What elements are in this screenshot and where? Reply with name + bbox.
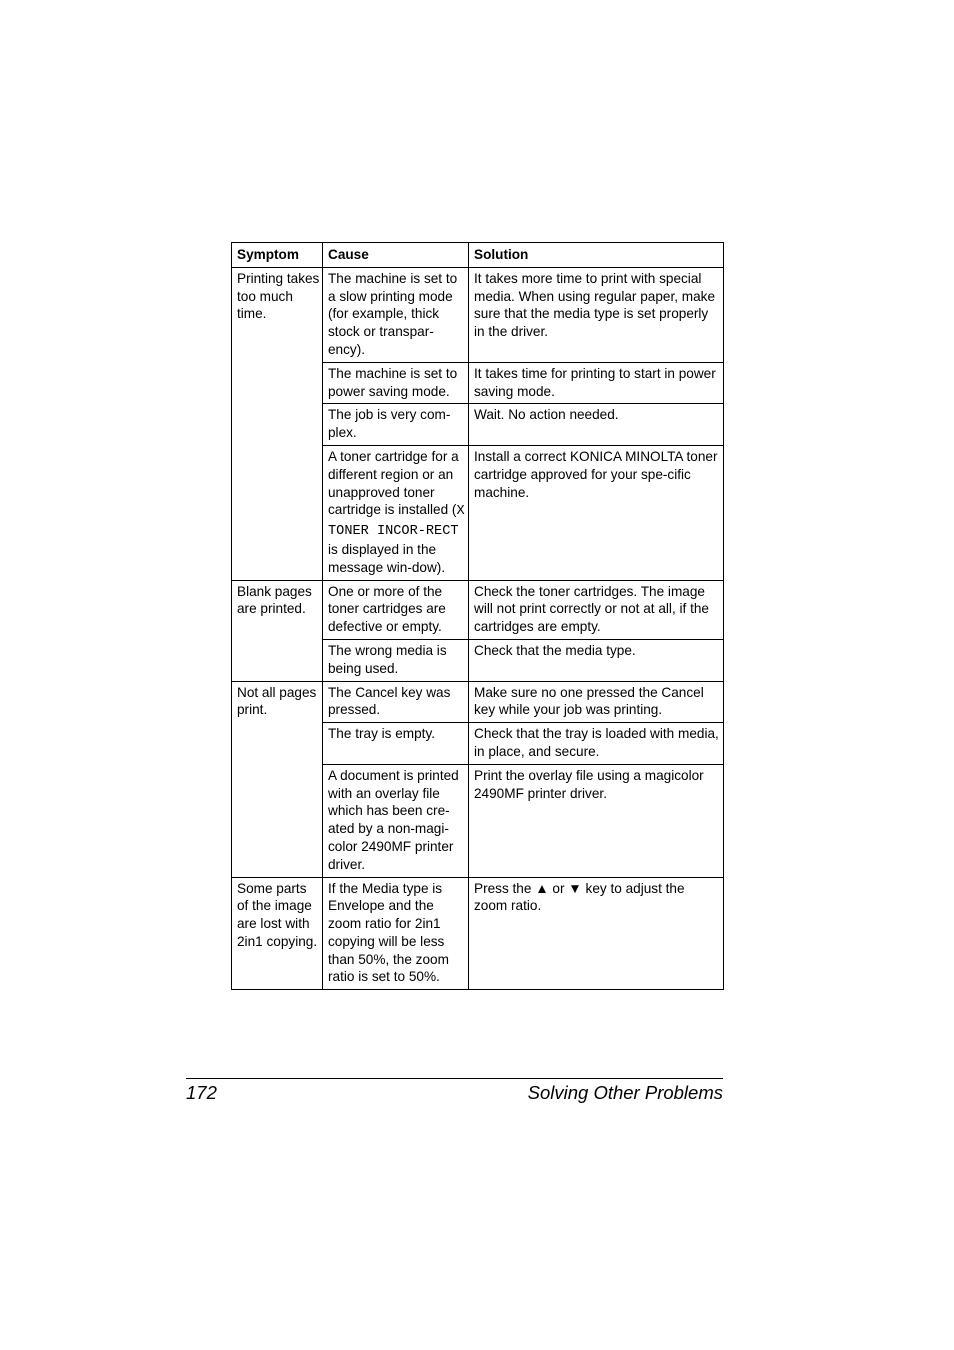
page-number: 172 <box>186 1082 217 1103</box>
cause-cell: The tray is empty. <box>323 723 469 765</box>
cause-cell: If the Media type is Envelope and the zoom ratio for 2in1 copying will be less than 50%, the zoom ratio is set to 50%. <box>323 877 469 990</box>
solution-cell: It takes more time to print with special media. When using regular paper, make sure that the media type is set properly in the driver. <box>469 267 724 362</box>
solution-cell: Check that the tray is loaded with media, in place, and secure. <box>469 723 724 765</box>
cause-cell: One or more of the toner cartridges are defective or empty. <box>323 580 469 639</box>
section-title: Solving Other Problems <box>527 1082 723 1103</box>
table-row <box>232 580 724 639</box>
table-row <box>232 267 724 362</box>
solution-cell: Make sure no one pressed the Cancel key while your job was printing. <box>469 681 724 723</box>
solution-cell: Check the toner cartridges. The image will not print correctly or not at all, if the cartridges are empty. <box>469 580 724 639</box>
table-row <box>232 877 724 990</box>
table-row <box>232 681 724 723</box>
cause-cell: The job is very com-plex. <box>323 404 469 446</box>
footer-divider <box>186 1078 723 1079</box>
symptom-cell: Some parts of the image are lost with 2in1 copying. <box>232 877 323 990</box>
solution-cell: Press the ▲ or ▼ key to adjust the zoom ratio. <box>469 877 724 990</box>
solution-cell: It takes time for printing to start in power saving mode. <box>469 362 724 404</box>
symptom-cell: Printing takes too much time. <box>232 267 323 580</box>
column-header-solution: Solution <box>469 243 724 268</box>
column-header-symptom: Symptom <box>232 243 323 268</box>
solution-cell: Install a correct KONICA MINOLTA toner cartridge approved for your spe-cific machine. <box>469 445 724 580</box>
cause-cell: A document is printed with an overlay file which has been cre-ated by a non-magi-color 2490MF printer driver. <box>323 764 469 877</box>
cause-cell: The machine is set to power saving mode. <box>323 362 469 404</box>
troubleshooting-table <box>231 242 724 990</box>
cause-text: A toner cartridge for a different region or an unapproved toner cartridge is installed ( <box>328 448 459 518</box>
column-header-cause: Cause <box>323 243 469 268</box>
cause-cell: The wrong media is being used. <box>323 639 469 681</box>
table-header-row <box>232 243 724 268</box>
cause-text: is displayed in the message win-dow). <box>328 541 446 575</box>
error-message-text: X TONER INCOR-RECT <box>328 504 465 540</box>
symptom-cell: Blank pages are printed. <box>232 580 323 681</box>
symptom-cell: Not all pages print. <box>232 681 323 877</box>
solution-cell: Wait. No action needed. <box>469 404 724 446</box>
solution-cell: Print the overlay file using a magicolor 2490MF printer driver. <box>469 764 724 877</box>
cause-cell <box>323 445 469 580</box>
cause-cell: The machine is set to a slow printing mode (for example, thick stock or transpar-ency). <box>323 267 469 362</box>
cause-cell: The Cancel key was pressed. <box>323 681 469 723</box>
solution-cell: Check that the media type. <box>469 639 724 681</box>
